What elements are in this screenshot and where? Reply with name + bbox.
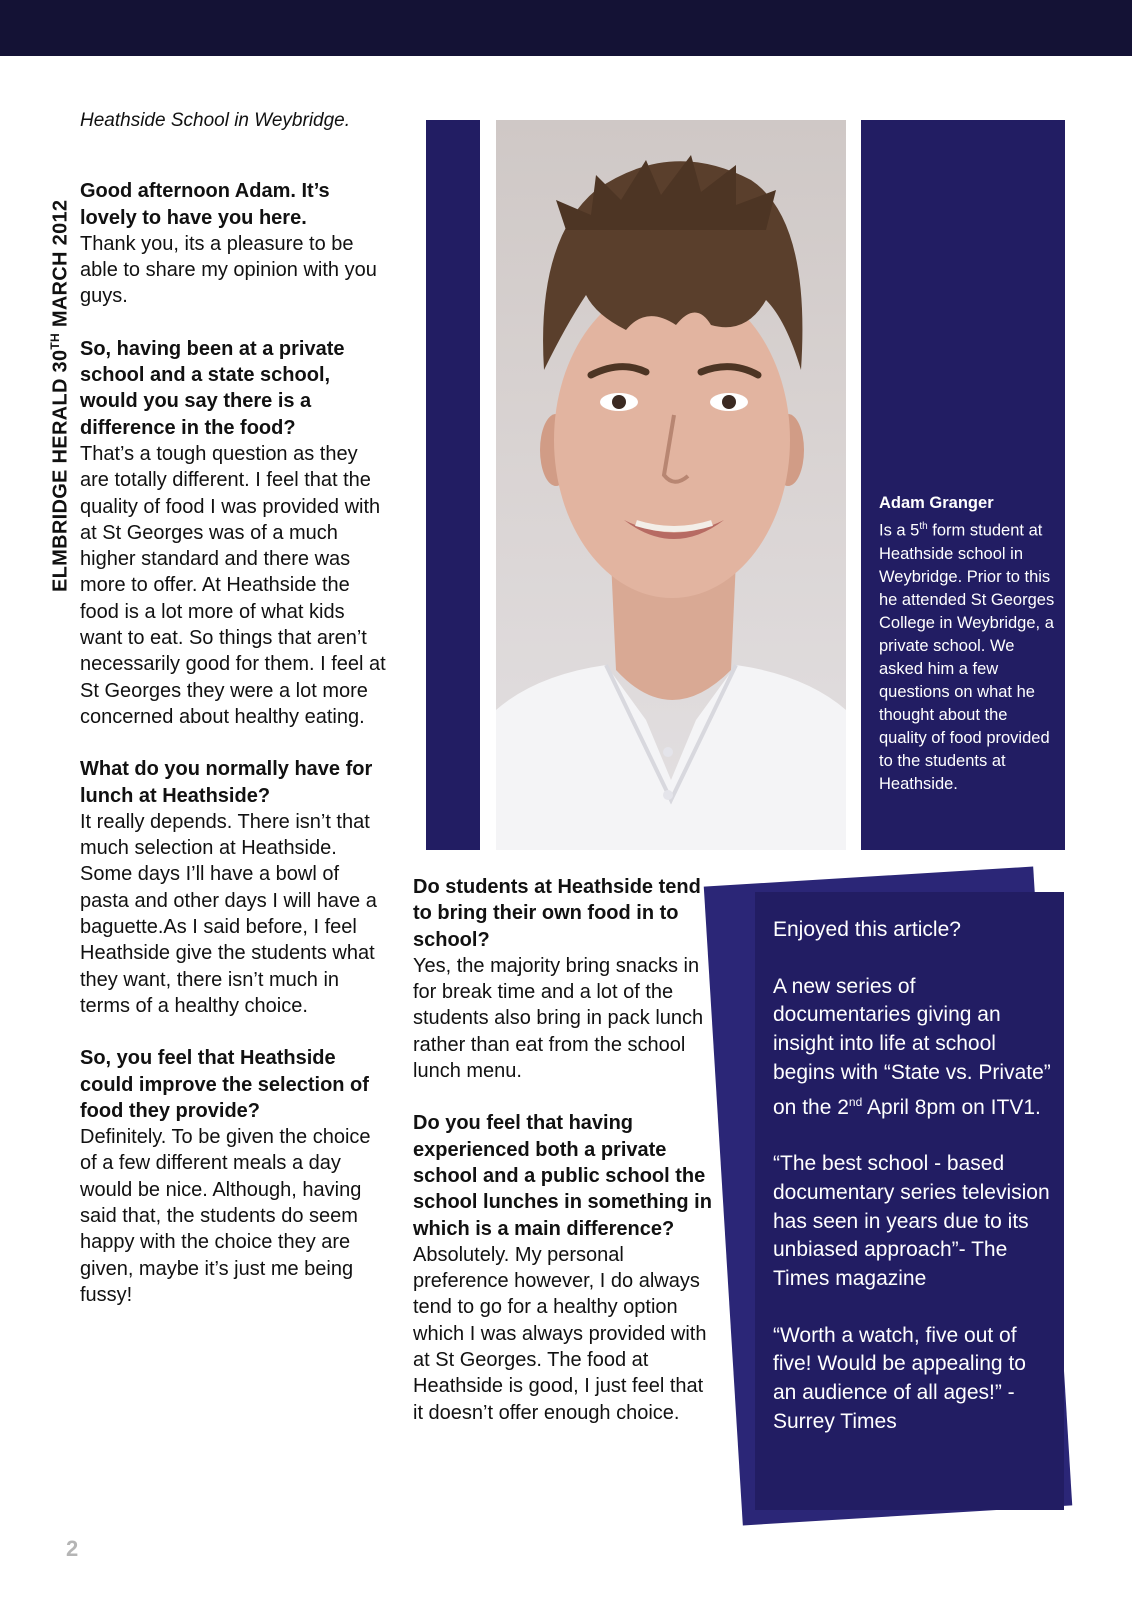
- page-number: 2: [66, 1536, 79, 1561]
- question: So, you feel that Heathside could improve the selection of food they provide?: [80, 1047, 369, 1122]
- answer: Thank you, its a pleasure to be able to share my opinion with you guys.: [80, 232, 377, 308]
- interview-column-2: [413, 874, 718, 1452]
- student-portrait-photo: [496, 120, 846, 850]
- answer: Yes, the majority bring snacks in for break time and a lot of the students also bring in pack lunch rather than eat from the school lunch menu.: [413, 954, 704, 1083]
- interview-column-1: [80, 108, 390, 1334]
- promo-quote: “The best school - based documentary series television has seen in years due to its unbiased approach”- The Times magazine: [773, 1152, 1050, 1291]
- question: Do students at Heathside tend to bring their own food in to school?: [413, 876, 701, 951]
- bio-name: Adam Granger: [879, 494, 994, 512]
- qa-block: [413, 874, 718, 1084]
- promo-heading: Enjoyed this article?: [773, 918, 961, 941]
- promo-text: [773, 916, 1051, 1465]
- bio-panel: [861, 120, 1065, 850]
- qa-block: [80, 756, 390, 1019]
- bio-text: Adam Granger Is a 5th form student at Heathside school in Weybridge. Prior to this he attended St Georges College in Weybridge, a private school. We asked him a few questions on what he thought about the quality of food provided to the students at Heathside.: [879, 492, 1059, 796]
- question: Do you feel that having experienced both a private school and a public school the school lunches in something in which is a main difference?: [413, 1112, 712, 1240]
- question: What do you normally have for lunch at Heathside?: [80, 758, 373, 807]
- answer: Definitely. To be given the choice of a few different meals a day would be nice. Although, having said that, the students do seem happy with the choice they are given, maybe it’s just me being fussy!: [80, 1126, 371, 1306]
- answer: That’s a tough question as they are totally different. I feel that the quality of food I was provided with at St Georges was of a much higher standard and there was more to offer. At Heathside the food is a lot more of what kids want to eat. So things that aren’t necessarily good for them. I feel at St Georges they were a lot more concerned about healthy eating.: [80, 442, 386, 728]
- question: So, having been at a private school and a state school, would you say there is a difference in the food?: [80, 337, 345, 439]
- qa-block: [80, 1045, 390, 1308]
- promo-quote: “Worth a watch, five out of five! Would be appealing to an audience of all ages!” - Surrey Times: [773, 1323, 1026, 1433]
- publication-date-heading: ELMBRIDGE HERALD 30TH MARCH 2012: [48, 199, 72, 592]
- decorative-bar: [426, 120, 480, 850]
- answer: Absolutely. My personal preference however, I do always tend to go for a healthy option which I was always provided with at St Georges. The food at Heathside is good, I just feel that it doesn’t offer enough choice.: [413, 1243, 707, 1424]
- promo-panel: [755, 892, 1064, 1510]
- promo-body: A new series of documentaries giving an insight into life at school begins with “State vs. Private” on the 2nd April 8pm on ITV1.: [773, 974, 1051, 1119]
- intro-line: Heathside School in Weybridge.: [80, 110, 351, 131]
- qa-block: [80, 178, 390, 309]
- qa-block: [80, 336, 390, 730]
- qa-block: [413, 1110, 718, 1426]
- question: Good afternoon Adam. It’s lovely to have you here.: [80, 180, 330, 229]
- top-banner: [0, 0, 1132, 56]
- answer: It really depends. There isn’t that much selection at Heathside. Some days I’ll have a bowl of pasta and other days I will have a baguette.As I said before, I feel Heathside give the students what they want, there isn’t much in terms of a healthy choice.: [80, 810, 377, 1017]
